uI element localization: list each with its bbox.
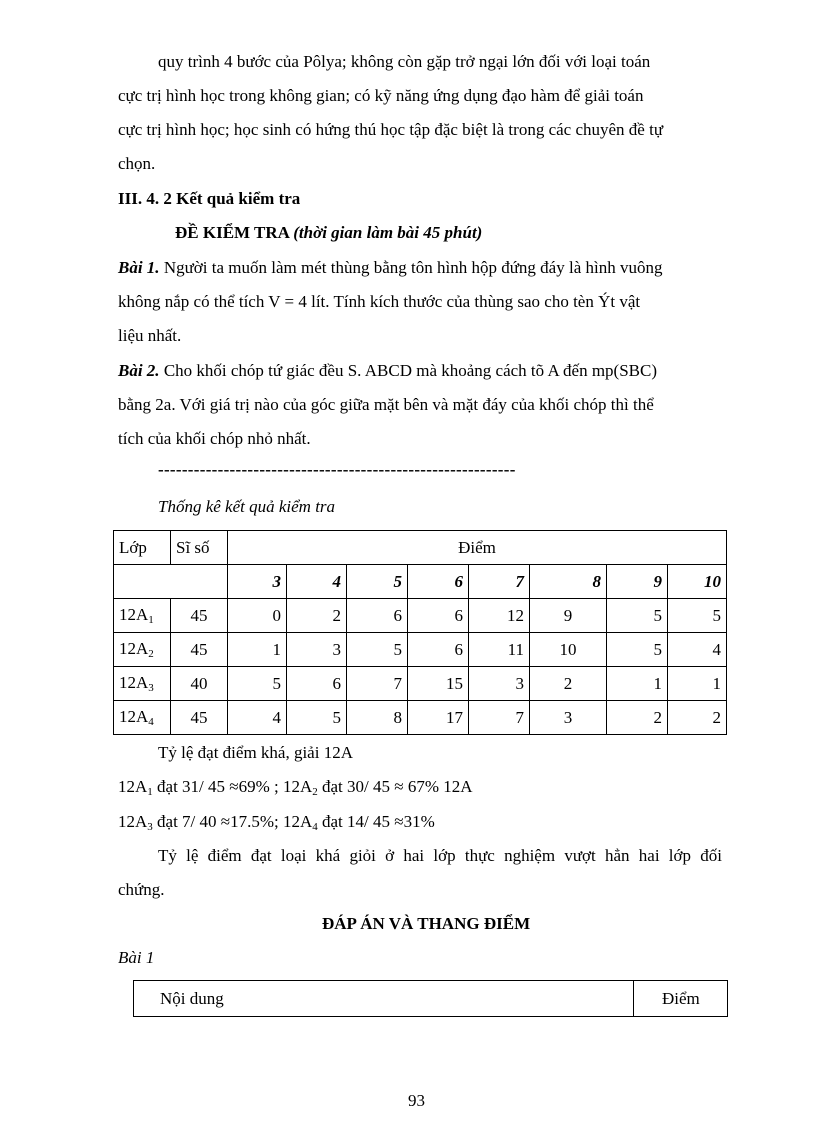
table-header-row (114, 531, 727, 565)
score-cell: 4 (228, 701, 287, 735)
score-cell: 11 (469, 633, 530, 667)
bai2-line-1 (118, 361, 657, 381)
class-cell: $12A_4$ (114, 701, 171, 735)
answer-bai-label: Bài 1 (118, 948, 155, 967)
exam-title-main: ĐỀ KIỂM TRA (175, 223, 294, 242)
bai1-text-1: Người ta muốn làm mét thùng bằng tôn hình hộp đứng đáy là hình vuông (159, 258, 663, 277)
score-header: 10 (668, 565, 727, 599)
conclusion-line-2: chứng. (118, 880, 165, 899)
intro-line-2: cực trị hình học trong không gian; có kỹ năng ứng dụng đạo hàm để giải toán (118, 86, 644, 105)
score-cell: 2 (530, 667, 607, 701)
score-cell: 7 (347, 667, 408, 701)
header-score: Điểm (228, 531, 727, 565)
size-cell: 45 (171, 633, 228, 667)
score-header: 6 (408, 565, 469, 599)
score-cell: 7 (469, 701, 530, 735)
score-cell: 17 (408, 701, 469, 735)
score-cell: 9 (530, 599, 607, 633)
size-cell: 40 (171, 667, 228, 701)
score-cell: 3 (530, 701, 607, 735)
header-class: Lớp (114, 531, 171, 565)
score-cell: 0 (228, 599, 287, 633)
summary-line-2: $12A_3$ đạt 7/ 40 ≈17.5%; $12A_4$ đạt 14/ 45 ≈31% (118, 812, 435, 833)
summary-line-1: $12A_1$ đạt 31/ 45 ≈69% ; $12A_2$ đạt 30/ 45 ≈ 67% 12A (118, 777, 473, 798)
score-cell: 5 (287, 701, 347, 735)
header-size: Sĩ số (171, 531, 228, 565)
table-score-header-row (114, 565, 727, 599)
table-row (114, 701, 727, 735)
score-cell: 5 (607, 599, 668, 633)
score-cell: 1 (607, 667, 668, 701)
intro-line-4: chọn. (118, 154, 156, 173)
score-header: 5 (347, 565, 408, 599)
table-row (114, 633, 727, 667)
stats-table (113, 530, 727, 735)
class-cell: $12A_2$ (114, 633, 171, 667)
score-header: 8 (530, 565, 607, 599)
score-cell: 4 (668, 633, 727, 667)
answer-header-row (134, 981, 728, 1017)
score-cell: 6 (408, 633, 469, 667)
score-cell: 6 (347, 599, 408, 633)
score-header: 3 (228, 565, 287, 599)
score-cell: 2 (287, 599, 347, 633)
score-cell: 15 (408, 667, 469, 701)
bai2-label: Bài 2. (118, 361, 160, 380)
intro-line-1: quy trình 4 bước của Pôlya; không còn gặp trở ngại lớn đối với loại toán (158, 52, 651, 71)
answer-table (133, 980, 728, 1017)
score-cell: 3 (469, 667, 530, 701)
answer-header-content: Nội dung (134, 981, 634, 1017)
score-cell: 6 (408, 599, 469, 633)
table-row (114, 667, 727, 701)
bai1-line-1 (118, 258, 662, 278)
bai2-text-1: Cho khối chóp tứ giác đều S. ABCD mà khoảng cách tõ A đến mp(SBC) (159, 361, 658, 380)
dashed-separator: ------------------------------------------------------------ (158, 460, 516, 479)
exam-title-time: (thời gian làm bài 45 phút) (293, 223, 483, 242)
score-cell: 2 (607, 701, 668, 735)
score-header: 4 (287, 565, 347, 599)
bai1-line-3: liệu nhất. (118, 326, 182, 345)
bai1-line-2: không nắp có thể tích V = 4 lít. Tính kích thước của thùng sao cho tèn Ýt vật (118, 292, 641, 311)
size-cell: 45 (171, 701, 228, 735)
answer-header-score: Điểm (634, 981, 728, 1017)
summary-title: Tỷ lệ đạt điểm khá, giải 12A (158, 743, 353, 762)
bai2-line-2: bằng 2a. Với giá trị nào của góc giữa mặt bên và mặt đáy của khối chóp thì thể (118, 395, 654, 414)
exam-title (175, 223, 482, 243)
conclusion-line-1: Tỷ lệ điểm đạt loại khá giỏi ở hai lớp thực nghiệm vượt hẳn hai lớp đối (158, 846, 722, 865)
score-cell: 5 (607, 633, 668, 667)
score-cell: 6 (287, 667, 347, 701)
bai2-line-3: tích của khối chóp nhỏ nhất. (118, 429, 311, 448)
score-cell: 12 (469, 599, 530, 633)
answer-heading: ĐÁP ÁN VÀ THANG ĐIỂM (322, 914, 531, 933)
score-cell: 8 (347, 701, 408, 735)
score-cell: 5 (228, 667, 287, 701)
score-cell: 5 (347, 633, 408, 667)
size-cell: 45 (171, 599, 228, 633)
class-cell: $12A_3$ (114, 667, 171, 701)
empty-header-cell (114, 565, 228, 599)
section-heading: III. 4. 2 Kết quả kiểm tra (118, 189, 301, 208)
table-row (114, 599, 727, 633)
score-header: 7 (469, 565, 530, 599)
table-caption: Thống kê kết quả kiểm tra (158, 497, 336, 516)
score-cell: 1 (668, 667, 727, 701)
score-cell: 2 (668, 701, 727, 735)
score-header: 9 (607, 565, 668, 599)
score-cell: 5 (668, 599, 727, 633)
score-cell: 3 (287, 633, 347, 667)
intro-line-3: cực trị hình học; học sinh có hứng thú học tập đặc biệt là trong các chuyên đề tự (118, 120, 664, 139)
score-cell: 1 (228, 633, 287, 667)
class-cell: $12A_1$ (114, 599, 171, 633)
bai1-label: Bài 1. (118, 258, 160, 277)
page-number: 93 (408, 1091, 425, 1110)
score-cell: 10 (530, 633, 607, 667)
